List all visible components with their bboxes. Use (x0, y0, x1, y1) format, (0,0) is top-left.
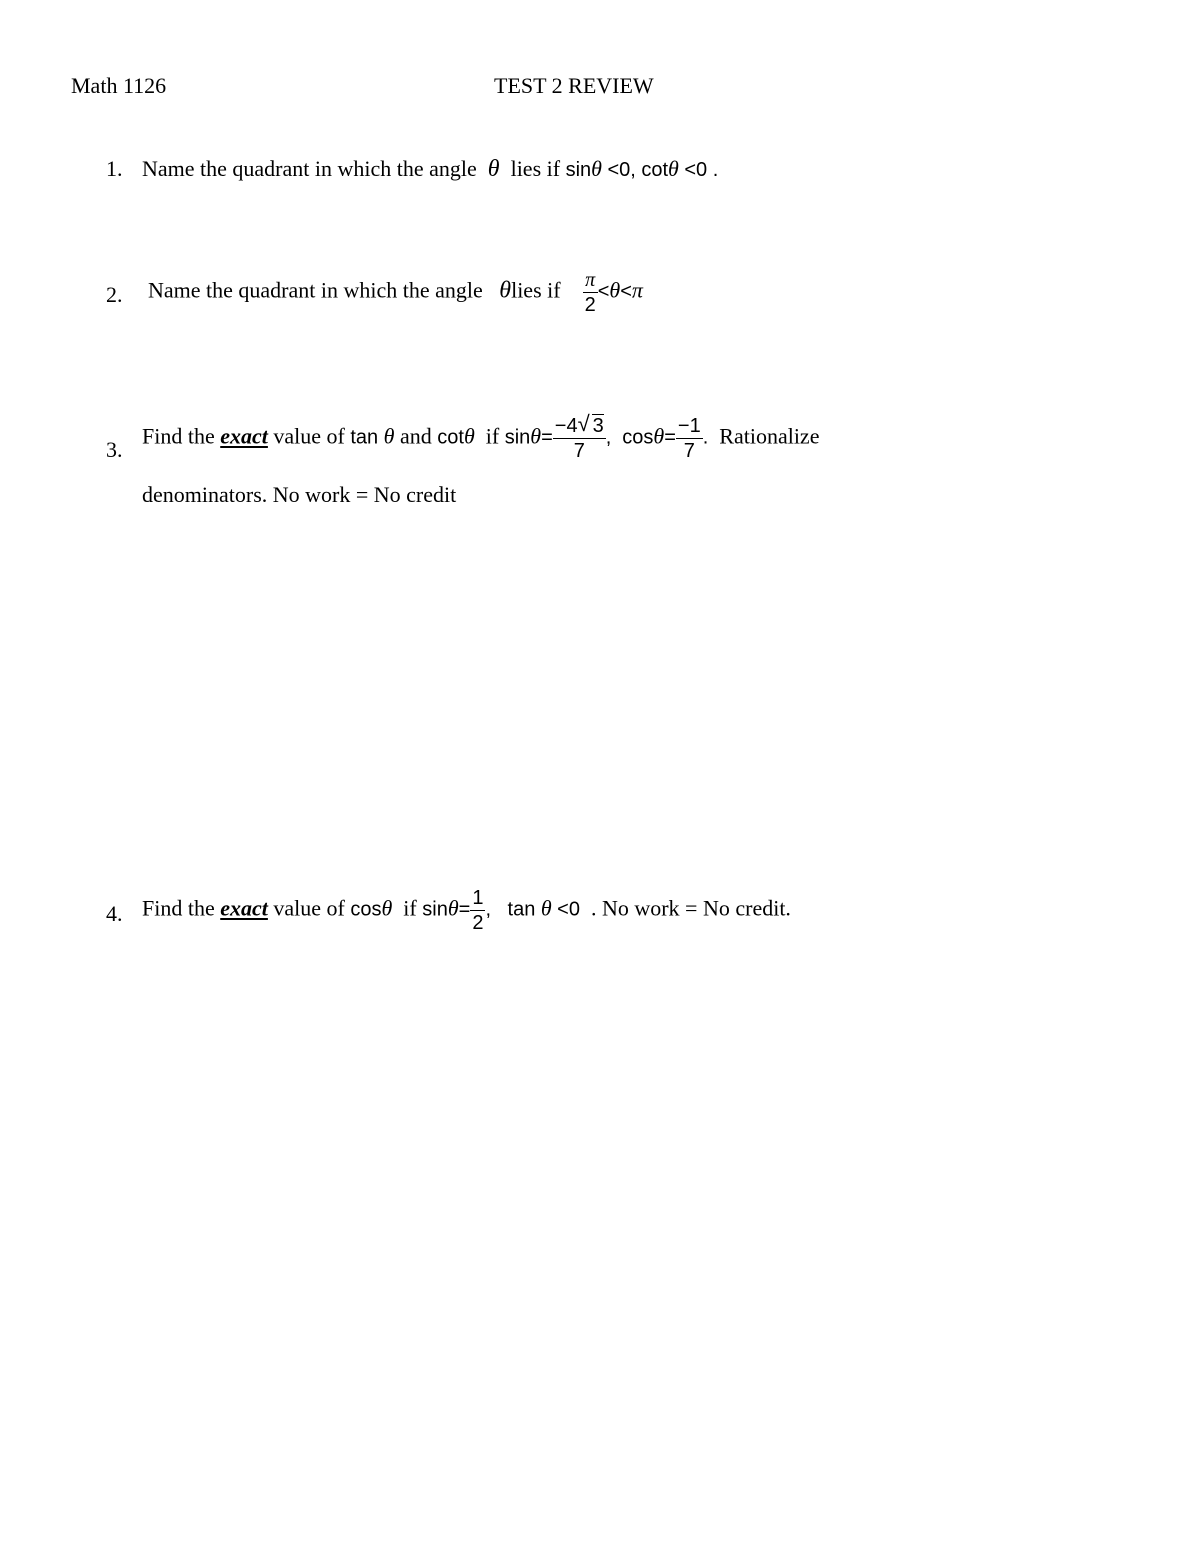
cos-value-fraction (676, 414, 703, 463)
fraction-denominator: 7 (676, 438, 703, 463)
fraction-denominator: 2 (584, 294, 596, 316)
condition-relation: <0 . (684, 159, 719, 181)
question-1-number: 1. (106, 156, 123, 181)
question-4 (142, 886, 791, 935)
equals: = (458, 898, 471, 921)
theta-symbol: θ (447, 895, 459, 921)
course-name: Math 1126 (71, 73, 167, 98)
fraction-denominator: 7 (553, 438, 606, 463)
exact-emphasis: exact (220, 895, 268, 921)
page-title: TEST 2 REVIEW (494, 73, 654, 98)
theta-symbol: θ (540, 895, 552, 921)
theta-symbol: θ (609, 277, 621, 303)
question-1 (142, 156, 718, 183)
cos-function: cos (622, 426, 654, 449)
question-2-number: 2. (106, 282, 123, 307)
square-root (577, 411, 604, 438)
fraction-numerator: −1 (677, 415, 701, 437)
pi-symbol: π (631, 277, 643, 303)
question-4-number: 4. (106, 901, 123, 926)
and-text: and (399, 423, 432, 449)
tan-function: tan (507, 898, 536, 921)
lies-if-text: lies if (511, 277, 561, 303)
question-2 (148, 268, 643, 317)
cot-function: cot (437, 426, 464, 449)
period: . (702, 426, 709, 449)
radical-icon: √ (577, 411, 590, 436)
equals: = (664, 426, 676, 449)
rationalize-text: Rationalize (719, 423, 820, 449)
less-than: < (620, 280, 632, 303)
question-1-text: Name the quadrant in which the angle (142, 156, 477, 181)
question-3-number: 3. (106, 437, 123, 462)
radicand: 3 (592, 415, 604, 437)
no-work-text: . No work = No credit. (590, 895, 791, 921)
theta-symbol: θ (668, 156, 679, 181)
if-text: if (485, 423, 500, 449)
if-text: if (403, 895, 417, 921)
theta-symbol: θ (381, 895, 393, 921)
find-text: Find the (142, 895, 215, 921)
fraction-numerator: 1 (472, 887, 484, 909)
theta-symbol: θ (463, 423, 475, 449)
numerator-prefix: −4 (554, 415, 578, 437)
less-than: < (597, 280, 610, 303)
pi-over-2-fraction (583, 268, 598, 317)
value-of-text: value of (273, 423, 345, 449)
fraction-numerator (553, 411, 606, 438)
theta-symbol: θ (530, 423, 542, 449)
condition-relation: <0 (557, 898, 580, 921)
sin-function: sin (422, 898, 448, 921)
question-3-line-2: denominators. No work = No credit (142, 482, 457, 507)
find-text: Find the (142, 423, 215, 449)
question-2-text: Name the quadrant in which the angle (148, 277, 483, 303)
one-half-fraction (470, 886, 485, 935)
value-of-text: value of (273, 895, 345, 921)
theta-symbol: θ (487, 156, 500, 182)
theta-symbol: θ (383, 423, 395, 449)
fraction-numerator: π (585, 269, 596, 291)
sin-function: sin (565, 159, 592, 181)
equals: = (541, 426, 553, 449)
comma: , (485, 898, 492, 921)
condition-relation: <0, (607, 159, 636, 181)
theta-symbol: θ (653, 423, 665, 449)
cos-function: cos (350, 898, 382, 921)
sin-value-fraction (553, 411, 606, 463)
fraction-denominator: 2 (472, 912, 484, 934)
lies-if-text: lies if (510, 156, 561, 181)
exact-emphasis: exact (220, 423, 268, 449)
question-3 (142, 411, 820, 463)
theta-symbol: θ (591, 156, 602, 181)
sin-function: sin (504, 426, 531, 449)
cot-function: cot (641, 159, 669, 181)
theta-symbol: θ (499, 277, 512, 304)
comma: , (605, 426, 612, 449)
tan-function: tan (350, 426, 379, 449)
